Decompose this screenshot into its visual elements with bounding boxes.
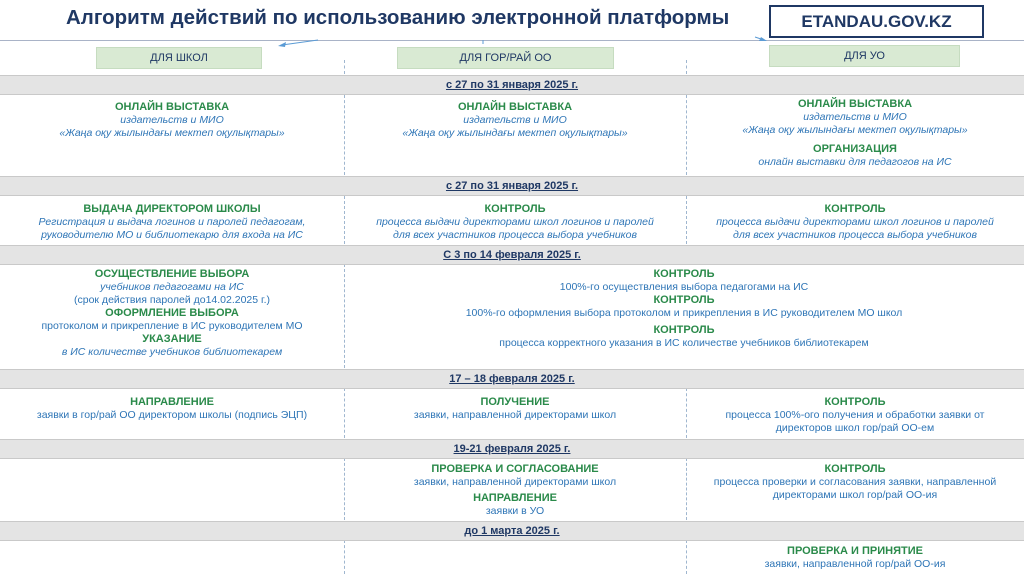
action-description: заявки, направленной гор/рай ОО-ия — [764, 558, 946, 570]
website-url-box: ETANDAU.GOV.KZ — [769, 5, 984, 38]
action-description: издательств и МИО — [803, 111, 907, 123]
action-description: 100%-го оформления выбора протоколом и прикрепления в ИС руководителем МО школ — [465, 307, 903, 319]
action-heading: КОНТРОЛЬ — [484, 203, 546, 215]
action-heading: ОНЛАЙН ВЫСТАВКА — [797, 98, 913, 110]
column-label-uo: ДЛЯ УО — [769, 45, 960, 67]
cell-uo — [686, 203, 1024, 242]
action-heading: КОНТРОЛЬ — [824, 396, 886, 408]
action-description: директоров школ гор/рай ОО-ем — [775, 422, 935, 434]
action-description: заявки, направленной директорами школ — [413, 476, 617, 488]
action-heading: КОНТРОЛЬ — [824, 203, 886, 215]
date-band — [0, 176, 1024, 196]
action-heading: ПРОВЕРКА И ПРИНЯТИЕ — [787, 545, 923, 557]
column-separator — [344, 540, 345, 574]
action-description: процесса выдачи директорами школ логинов и паролей — [716, 216, 994, 228]
date-band — [0, 75, 1024, 95]
cell-merged-control — [344, 268, 1024, 350]
action-description: в ИС количестве учебников библиотекарем — [61, 346, 283, 358]
action-description: (срок действия паролей до14.02.2025 г.) — [74, 294, 270, 306]
cell-schools — [0, 396, 344, 422]
action-description: для всех участников процесса выбора учебников — [393, 229, 637, 241]
column-separator — [686, 60, 687, 74]
column-separator — [344, 60, 345, 74]
cell-gor-rai-oo — [344, 203, 686, 242]
date-label: с 27 по 31 января 2025 г. — [445, 180, 579, 192]
action-heading: КОНТРОЛЬ — [653, 268, 715, 280]
action-heading: ОФОРМЛЕНИЕ ВЫБОРА — [105, 307, 239, 319]
page-title: Алгоритм действий по использованию электронной платформы — [66, 6, 730, 29]
cell-uo — [686, 98, 1024, 169]
cell-schools — [0, 101, 344, 140]
action-description: протоколом и прикрепление в ИС руководителем МО — [41, 320, 303, 332]
action-description: заявки в гор/рай ОО директором школы (подпись ЭЦП) — [36, 409, 308, 421]
cell-gor-rai-oo — [344, 463, 686, 518]
action-heading: ПРОВЕРКА И СОГЛАСОВАНИЕ — [431, 463, 599, 475]
action-description: процесса корректного указания в ИС количестве учебников библиотекарем — [499, 337, 869, 349]
action-description: процесса 100%-ого получения и обработки заявки от — [725, 409, 985, 421]
action-heading: НАПРАВЛЕНИЕ — [130, 396, 214, 408]
cell-gor-rai-oo — [344, 101, 686, 140]
action-heading: ОНЛАЙН ВЫСТАВКА — [114, 101, 230, 113]
action-heading: ОРГАНИЗАЦИЯ — [813, 143, 897, 155]
cell-schools — [0, 203, 344, 242]
arrow-right-head-icon — [759, 37, 767, 41]
action-description: заявки, направленной директорами школ — [413, 409, 617, 421]
date-label: с 27 по 31 января 2025 г. — [445, 79, 579, 91]
action-description: заявки в УО — [485, 505, 545, 517]
action-description: руководителю МО и библиотекарю для входа на ИС — [41, 229, 303, 241]
action-description: для всех участников процесса выбора учебников — [733, 229, 977, 241]
action-heading: КОНТРОЛЬ — [653, 294, 715, 306]
action-description: процесса проверки и согласования заявки, направленной — [713, 476, 997, 488]
date-band — [0, 521, 1024, 541]
action-heading: КОНТРОЛЬ — [824, 463, 886, 475]
action-heading: ПОЛУЧЕНИЕ — [480, 396, 550, 408]
action-heading: НАПРАВЛЕНИЕ — [473, 492, 557, 504]
date-band — [0, 369, 1024, 389]
cell-uo — [686, 463, 1024, 502]
action-description: учебников педагогами на ИС — [100, 281, 244, 293]
action-description: «Жаңа оқу жылындағы мектеп оқулықтары» — [402, 127, 628, 139]
action-description: издательств и МИО — [120, 114, 224, 126]
action-description: «Жаңа оқу жылындағы мектеп оқулықтары» — [59, 127, 285, 139]
date-label: С 3 по 14 февраля 2025 г. — [443, 249, 581, 261]
action-description: онлайн выставки для педагогов на ИС — [758, 156, 952, 168]
date-band — [0, 245, 1024, 265]
cell-uo — [686, 396, 1024, 435]
action-heading: УКАЗАНИЕ — [142, 333, 202, 345]
column-label-schools: ДЛЯ ШКОЛ — [96, 47, 262, 69]
cell-uo — [686, 545, 1024, 571]
cell-gor-rai-oo — [344, 396, 686, 422]
action-description: процесса выдачи директорами школ логинов и паролей — [376, 216, 654, 228]
action-heading: ВЫДАЧА ДИРЕКТОРОМ ШКОЛЫ — [83, 203, 261, 215]
action-heading: ОСУЩЕСТВЛЕНИЕ ВЫБОРА — [94, 268, 250, 280]
date-label: 19-21 февраля 2025 г. — [453, 443, 571, 455]
action-description: издательств и МИО — [463, 114, 567, 126]
arrow-left-icon — [282, 40, 318, 45]
date-band — [0, 439, 1024, 459]
action-description: 100%-го осуществления выбора педагогами на ИС — [559, 281, 809, 293]
date-label: до 1 марта 2025 г. — [464, 525, 560, 537]
action-description: директорами школ гор/рай ОО-ия — [772, 489, 938, 501]
action-description: «Жаңа оқу жылындағы мектеп оқулықтары» — [742, 124, 968, 136]
action-description: Регистрация и выдача логинов и паролей педагогам, — [38, 216, 306, 228]
column-label-gor-rai-oo: ДЛЯ ГОР/РАЙ ОО — [397, 47, 614, 69]
arrow-left-head-icon — [278, 42, 286, 47]
action-heading: ОНЛАЙН ВЫСТАВКА — [457, 101, 573, 113]
action-heading: КОНТРОЛЬ — [653, 324, 715, 336]
cell-schools — [0, 268, 344, 359]
date-label: 17 – 18 февраля 2025 г. — [449, 373, 575, 385]
